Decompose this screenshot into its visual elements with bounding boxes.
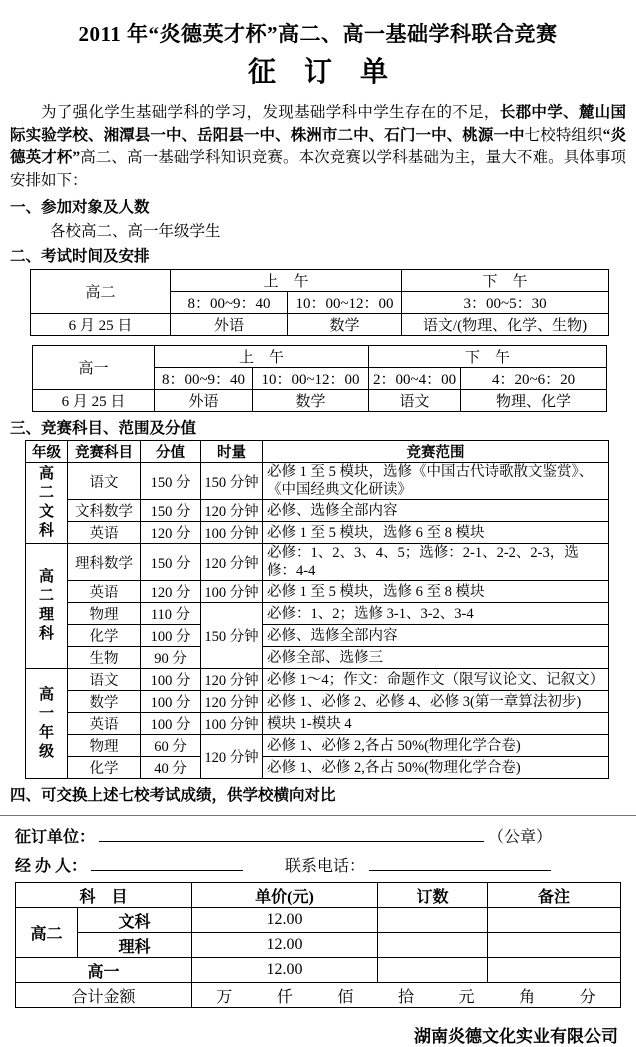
time-cell: 120 分钟 [201,669,263,691]
score-cell: 150 分 [141,463,201,500]
range-cell: 必修、选修全部内容 [263,500,609,522]
table-row [26,625,609,647]
phone-label: 联系电话： [285,858,366,875]
order-li-note-blank[interactable] [488,933,621,958]
subject-cell: 英语 [68,713,141,735]
table-row [26,544,609,581]
currency-units [194,984,618,1007]
intro-text-3: 高二、高一基础学科知识竞赛。本次竞赛以学科基础为主，量大不难。具体事项安排如下： [10,149,626,189]
score-cell: 100 分 [141,691,201,713]
g1-time3: 2：00~4：00 [369,368,461,390]
subject-cell: 语文 [68,463,141,500]
range-cell: 模块 1-模块 4 [263,713,609,735]
time-cell: 120 分钟 [201,500,263,522]
merged-time-cell: 150 分钟 [201,603,263,669]
time-cell: 120 分钟 [201,691,263,713]
range-cell: 必修 1～4；作文：命题作文（限写议论文、记叙文） [263,669,609,691]
score-cell: 120 分 [141,581,201,603]
table-row [26,713,609,735]
score-cell: 90 分 [141,647,201,669]
score-cell: 110 分 [141,603,201,625]
g2-time3: 3：00~5：30 [402,292,609,314]
order-li-label: 理科 [78,933,192,958]
unit-wan: 万 [216,988,233,1006]
order-header-note: 备注 [488,883,621,908]
order-grade1-note-blank[interactable] [488,958,621,983]
order-wen-label: 文科 [78,908,192,933]
order-li-qty-blank[interactable] [378,933,488,958]
agent-blank[interactable] [91,855,243,871]
group-label-g2wen: 高二文科 [26,463,68,544]
g1-am-header: 上 午 [155,346,369,368]
order-grade1-label: 高一 [16,958,192,983]
g1-subject3: 语文 [369,390,461,412]
section-divider [0,815,636,816]
table-row [26,603,609,625]
table-row [26,735,609,757]
section3-heading: 三、竞赛科目、范围及分值 [10,420,197,437]
unit-fen: 分 [579,988,596,1006]
order-unit-line [15,824,626,847]
order-grade1-price: 12.00 [192,958,378,983]
schedule-table-grade1 [32,345,607,412]
score-cell: 120 分 [141,522,201,544]
subject-cell: 物理 [68,735,141,757]
group-label-g1: 高一年级 [26,669,68,779]
subject-cell: 物理 [68,603,141,625]
order-table [15,882,621,1008]
unit-bai: 佰 [337,988,354,1006]
range-cell: 必修 1、必修 2,各占 50%(物理化学合卷) [263,735,609,757]
g1-subject2: 数学 [253,390,369,412]
unit-shi: 拾 [397,988,414,1006]
order-unit-label: 征订单位： [15,829,96,846]
order-wen-qty-blank[interactable] [378,908,488,933]
table-row [16,933,621,958]
g1-time4: 4：20~6：20 [461,368,607,390]
subject-cell: 语文 [68,669,141,691]
contest-header-grade: 年级 [26,441,68,463]
g2-time2: 10：00~12：00 [288,292,402,314]
subject-cell: 英语 [68,581,141,603]
g1-grade-cell: 高一 [33,346,155,390]
intro-paragraph [10,102,626,192]
g1-subject1: 外语 [155,390,253,412]
range-cell: 必修全部、选修三 [263,647,609,669]
table-row [26,581,609,603]
table-row [26,463,609,500]
seal-label: （公章） [488,829,553,846]
section4-heading: 四、可交换上述七校考试成绩，供学校横向对比 [10,787,336,804]
table-row [16,908,621,933]
subject-cell: 数学 [68,691,141,713]
g2-am-header: 上 午 [171,270,402,292]
subject-cell: 化学 [68,757,141,779]
time-cell: 100 分钟 [201,713,263,735]
table-row [26,500,609,522]
intro-text-1: 为了强化学生基础学科的学习，发现基础学科中学生存在的不足， [41,104,500,121]
g2-pm-header: 下 午 [402,270,609,292]
section1-body: 各校高二、高一年级学生 [50,223,221,240]
g1-time2: 10：00~12：00 [253,368,369,390]
order-grade2-label: 高二 [16,908,78,958]
unit-qian: 仟 [276,988,293,1006]
range-cell: 必修 1 至 5 模块，选修《中国古代诗歌散文鉴赏》、《中国经典文化研读》 [263,463,609,500]
table-row [26,757,609,779]
order-li-price: 12.00 [192,933,378,958]
table-row [16,958,621,983]
g2-grade-cell: 高二 [31,270,171,314]
contest-header-time: 时量 [201,441,263,463]
g1-date: 6 月 25 日 [33,390,155,412]
time-cell: 150 分钟 [201,463,263,500]
subject-cell: 生物 [68,647,141,669]
order-header-price: 单价(元) [192,883,378,908]
contest-header-subject: 竞赛科目 [68,441,141,463]
page-title: 2011 年“炎德英才杯”高二、高一基础学科联合竞赛 [78,22,558,46]
order-total-label: 合计金额 [16,983,192,1008]
order-header-qty: 订数 [378,883,488,908]
g1-pm-header: 下 午 [369,346,607,368]
range-cell: 必修 1 至 5 模块，选修 6 至 8 模块 [263,581,609,603]
table-row [26,647,609,669]
contest-header-score: 分值 [141,441,201,463]
subject-cell: 文科数学 [68,500,141,522]
schedule-table-grade2 [30,269,609,336]
intro-cup-bold: “炎德英才杯” [10,126,626,166]
score-cell: 40 分 [141,757,201,779]
score-cell: 150 分 [141,544,201,581]
time-cell: 100 分钟 [201,581,263,603]
section1-heading: 一、参加对象及人数 [10,199,150,216]
unit-yuan: 元 [458,988,475,1006]
range-cell: 必修 1 至 5 模块，选修 6 至 8 模块 [263,522,609,544]
contest-table [25,440,609,779]
order-header-subject: 科 目 [16,883,192,908]
order-unit-blank[interactable] [99,826,484,842]
intro-text-2: 七校特组织 [524,126,603,144]
intro-schools-bold: 长郡中学、麓山国际实验学校、湘潭县一中、岳阳县一中、株洲市二中、石门一中、桃源一中 [10,104,626,144]
phone-blank[interactable] [369,855,551,871]
table-row [16,983,621,1008]
page-subtitle: 征 订 单 [247,57,388,88]
g2-date: 6 月 25 日 [31,314,171,336]
time-cell: 100 分钟 [201,522,263,544]
g2-subject1: 外语 [171,314,288,336]
g2-subject2: 数学 [288,314,402,336]
merged-time-cell: 120 分钟 [201,735,263,779]
company-name: 湖南炎德文化实业有限公司 [414,1027,618,1046]
range-cell: 必修 1、必修 2,各占 50%(物理化学合卷) [263,757,609,779]
table-row [26,691,609,713]
g1-subject4: 物理、化学 [461,390,607,412]
unit-jiao: 角 [519,988,536,1006]
g1-time1: 8：00~9：40 [155,368,253,390]
subject-cell: 理科数学 [68,544,141,581]
score-cell: 100 分 [141,625,201,647]
subject-cell: 化学 [68,625,141,647]
contest-header-range: 竞赛范围 [263,441,609,463]
range-cell: 必修：1、2、3、4、5；选修：2-1、2-2、2-3，选修：4-4 [263,544,609,581]
agent-line [15,853,626,876]
table-row [26,669,609,691]
order-wen-price: 12.00 [192,908,378,933]
group-label-g2li: 高二理科 [26,544,68,669]
g2-subject3: 语文/(物理、化学、生物) [402,314,609,336]
range-cell: 必修 1、必修 2、必修 4、必修 3(第一章算法初步) [263,691,609,713]
score-cell: 100 分 [141,669,201,691]
agent-label: 经 办 人： [15,858,88,875]
score-cell: 100 分 [141,713,201,735]
subject-cell: 英语 [68,522,141,544]
score-cell: 60 分 [141,735,201,757]
range-cell: 必修：1、2；选修 3-1、3-2、3-4 [263,603,609,625]
order-wen-note-blank[interactable] [488,908,621,933]
score-cell: 150 分 [141,500,201,522]
g2-time1: 8：00~9：40 [171,292,288,314]
time-cell: 120 分钟 [201,544,263,581]
order-total-amount-cell[interactable] [192,983,621,1008]
order-grade1-qty-blank[interactable] [378,958,488,983]
section2-heading: 二、考试时间及安排 [10,248,150,265]
range-cell: 必修、选修全部内容 [263,625,609,647]
table-row [26,522,609,544]
